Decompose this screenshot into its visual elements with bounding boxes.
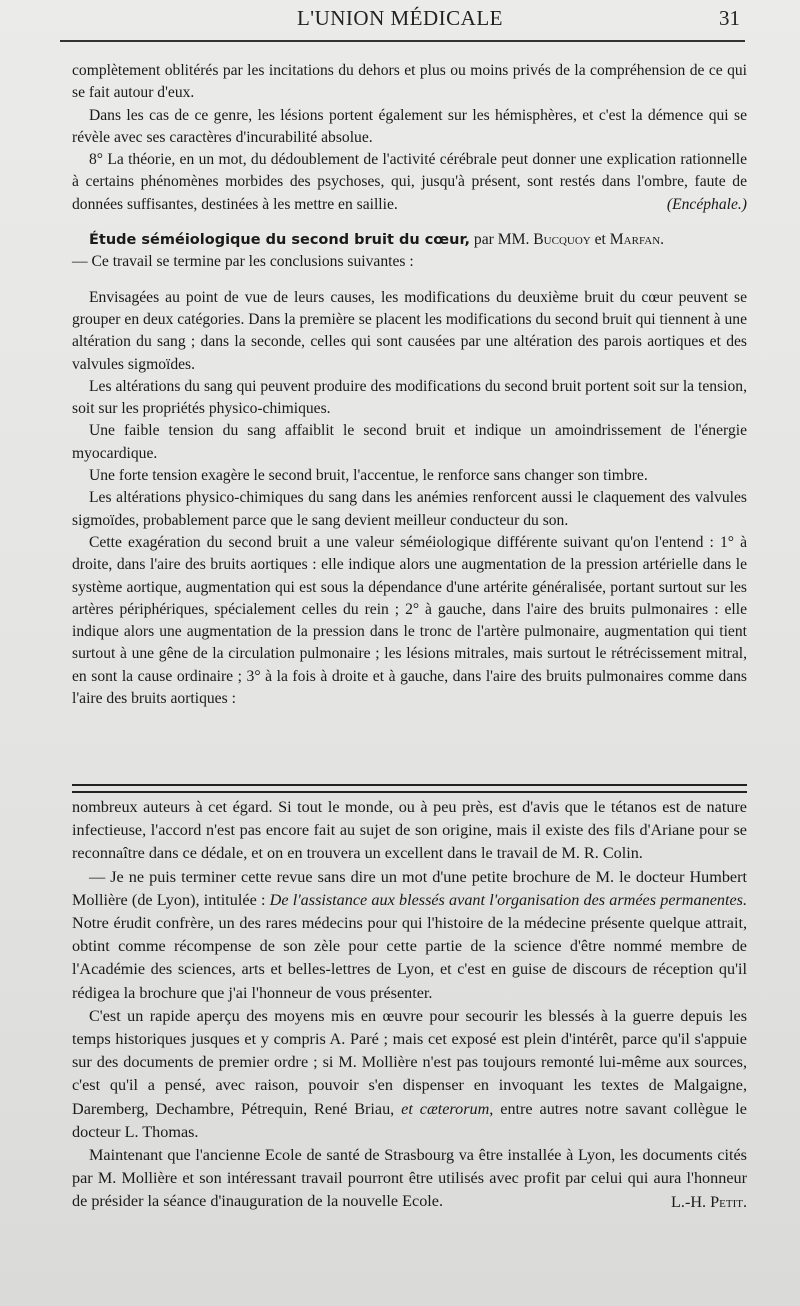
section-title: Étude séméiologique du second bruit du cœur, bbox=[89, 232, 471, 249]
running-head: L'UNION MÉDICALE bbox=[296, 6, 503, 30]
section-separator bbox=[72, 784, 747, 793]
paragraph: Les altérations physico-chimiques du sang dans les anémies renforcent aussi le claquement des valvules sigmoïdes, probablement parce que le sang devient meilleur conducteur du son. bbox=[72, 489, 747, 529]
paragraph-text: 8° La théorie, en un mot, du dédoublement de l'activité cérébrale peut donner une explication rationnelle à certains phénomènes morbides des psychoses, qui, jusqu'à présent, sont restés dans l'ombre, faute de données suffisantes, destinées à les mettre en saillie. bbox=[72, 151, 747, 213]
paragraph: Une faible tension du sang affaiblit le second bruit et indique un amoindrissement de l'énergie myocardique. bbox=[72, 422, 747, 462]
header-rule bbox=[60, 40, 745, 42]
brochure-title: De l'assistance aux blessés avant l'organisation des armées permanentes. bbox=[269, 890, 747, 909]
paragraph: complètement oblitérés par les incitations du dehors et plus ou moins privés de la compréhension de ce qui se fait autour d'eux. bbox=[72, 62, 747, 102]
paragraph bbox=[72, 866, 747, 1005]
paragraph: Maintenant que l'ancienne Ecole de santé de Strasbourg va être installée à Lyon, les documents cités par M. Mollière et son intéressant travail pourront être utilisés avec profit par celui qui aura l'honneur de présider la séance d'inauguration de la nouvelle Ecole. bbox=[72, 1146, 747, 1211]
page-header bbox=[60, 6, 740, 38]
paragraph-text: C'est un rapide aperçu des moyens mis en œuvre pour secourir les blessés à la guerre depuis les temps historiques jusques et y compris A. Paré ; mais cet exposé est plein d'intérêt, parce qu'il s'appuie sur des documents de premier ordre ; si M. Mollière n'est pas toujours remonté lui-même aux sources, c'est qu'il a pensé, avec raison, pouvoir s'en dispenser en invoquant les textes de Malgaigne, Daremberg, Dechambre, Pétrequin, René Briau, bbox=[72, 1006, 747, 1118]
heading-and: et bbox=[590, 231, 610, 249]
source-citation: (Encéphale.) bbox=[666, 195, 747, 213]
paragraph: Envisagées au point de vue de leurs causes, les modifications du deuxième bruit du cœur peuvent se grouper en deux catégories. Dans la première se placent les modifications du second bruit qui tiennent à une altération du sang ; dans la seconde, celles qui sont causées par une altération des parois aortiques et des valvules sigmoïdes. bbox=[72, 288, 747, 373]
paragraph-text: — Je ne puis terminer cette revue sans dire un mot d'une petite brochure de M. le docteur Humbert Mollière (de Lyon), intitulée : bbox=[72, 867, 747, 909]
paragraph: Dans les cas de ce genre, les lésions portent également sur les hémisphères, et c'est la démence qui se révèle avec ses caractères d'incurabilité absolue. bbox=[72, 106, 747, 146]
paragraph: Les altérations du sang qui peuvent produire des modifications du second bruit portent soit sur la tension, soit sur les propriétés physico-chimiques. bbox=[72, 377, 747, 418]
paragraph: nombreux auteurs à cet égard. Si tout le monde, ou à peu près, est d'avis que le tétanos est de nature infectieuse, l'accord n'est pas encore fait au sujet de son origine, mais il existe des fils d'Ariane pour se reconnaître dans ce dédale, et on en trouvera un excellent dans le travail de M. R. Colin. bbox=[72, 798, 747, 863]
paragraph: Cette exagération du second bruit a une valeur séméiologique différente suivant qu'on l'entend : 1° à droite, dans l'aire des bruits aortiques : elle indique alors une augmentation de la pression artérielle dans le système aortique, augmentation qui est sous la dépendance d'une artérite généralisée, portant surtout sur les artères périphériques, spécialement celles du rein ; 2° à gauche, dans l'aire des bruits pulmonaires : elle indique alors une augmentation de la pression dans le tronc de l'artère pulmonaire, augmentation qui tient surtout à une gêne de la circulation pulmonaire ; les lésions mitrales, mais surtout le rétrécissement mitral, en sont la cause ordinaire ; 3° à la fois à droite et à gauche, dans l'aire des bruits pulmonaires comme dans l'aire des bruits aortiques : bbox=[72, 533, 747, 708]
paragraph: Une forte tension exagère le second bruit, l'accentue, le renforce sans changer son timbre. bbox=[89, 467, 648, 485]
paragraph-text: Notre érudit confrère, un des rares médecins pour qui l'histoire de la médecine présente quelque attrait, obtint comme récompense de son zèle pour cette partie de la science d'être nommé membre de l'Académie des sciences, arts et belles-lettres de Lyon, et c'est en guise de discours de réception qu'il rédigea la brochure que j'ai l'honneur de vous présenter. bbox=[72, 914, 747, 1002]
section-heading bbox=[72, 229, 747, 251]
paragraph: — Ce travail se termine par les conclusions suivantes : bbox=[72, 253, 414, 271]
paragraph bbox=[72, 149, 747, 216]
lower-section bbox=[72, 796, 747, 1214]
author-name: Marfan. bbox=[609, 231, 665, 249]
paragraph-text: entre autres notre savant collègue le docteur L. Thomas. bbox=[72, 1099, 747, 1141]
heading-by: par MM. bbox=[470, 231, 534, 249]
signature: L.-H. Petit. bbox=[671, 1192, 747, 1211]
author-name: Bucquoy bbox=[533, 231, 591, 249]
paragraph bbox=[72, 1005, 747, 1144]
upper-section bbox=[72, 60, 747, 710]
page-number: 31 bbox=[719, 6, 740, 30]
latin-phrase: et cæterorum, bbox=[401, 1099, 494, 1118]
